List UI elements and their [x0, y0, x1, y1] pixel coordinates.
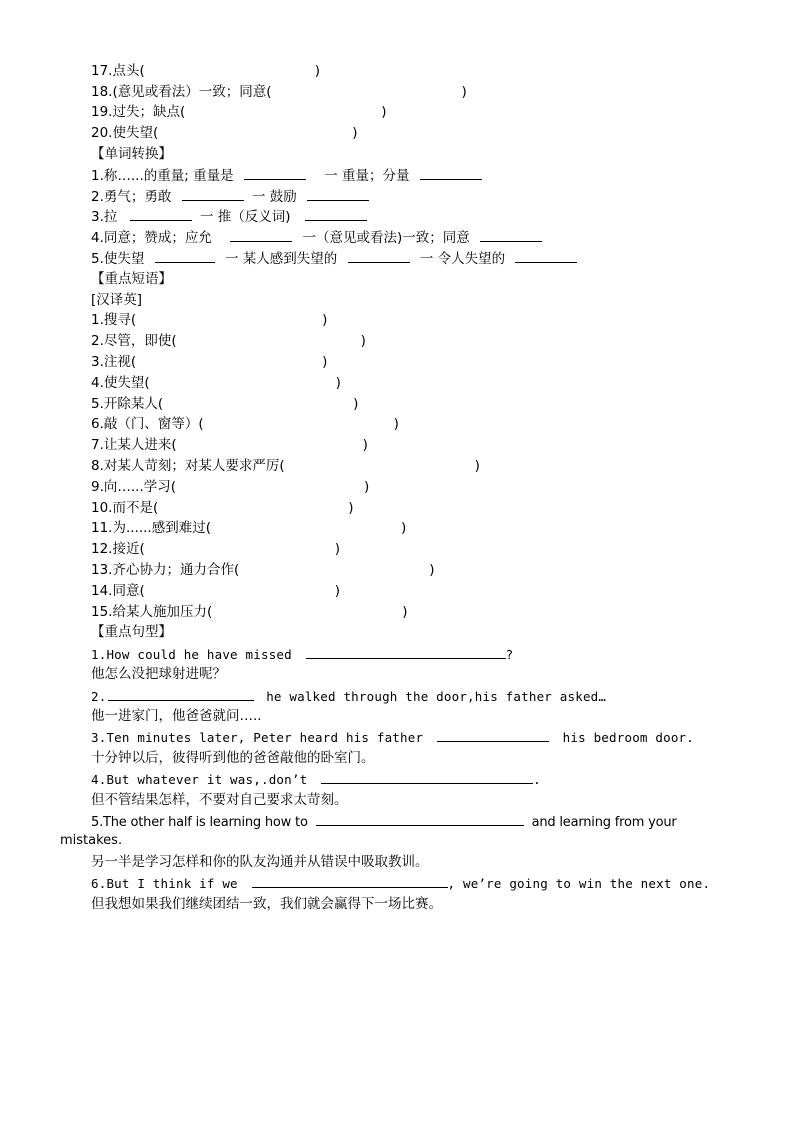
sentence-text: 1.How could he have missed [91, 647, 292, 662]
phrase-item [91, 539, 340, 559]
answer-blank[interactable] [305, 206, 367, 221]
sentence-cn: 但我想如果我们继续团结一致，我们就会赢得下一场比赛。 [91, 896, 442, 912]
sentence-en-continued: mistakes. [60, 833, 123, 848]
answer-blank[interactable] [230, 227, 292, 242]
wt-text: 5.使失望 [91, 251, 145, 267]
word-transform-line [91, 206, 367, 226]
sentence-en [91, 644, 513, 664]
sentence-text: 2. [91, 689, 107, 704]
sentence-en [91, 811, 677, 831]
phrase-item [91, 560, 435, 580]
word-transform-line [91, 165, 482, 185]
answer-blank[interactable] [306, 644, 506, 659]
wt-text: 一 某人感到失望的 [224, 251, 338, 267]
phrase-close: ) [400, 520, 407, 536]
answer-blank[interactable] [420, 165, 482, 180]
sentence-text: , we’re going to win the next one. [447, 876, 711, 891]
wt-text: 3.拉 [91, 209, 118, 225]
phrase-item [91, 352, 327, 372]
sentence-text: 4.But whatever it was,.don’t [91, 772, 308, 787]
answer-blank[interactable] [244, 165, 306, 180]
phrase-item [91, 373, 341, 393]
phrase-text: 14.同意( [91, 583, 145, 599]
phrase-item [91, 581, 340, 601]
phrase-close: ) [335, 375, 341, 391]
sentence-cn: 他一进家门，他爸爸就问….. [91, 708, 262, 724]
phrase-text: 1.搜寻( [91, 312, 137, 328]
vocab-item [91, 61, 320, 81]
section-heading-phrases: 【重点短语】 [91, 271, 172, 287]
sentence-text: 3.Ten minutes later, Peter heard his father [91, 730, 424, 745]
vocab-item-close: ) [381, 104, 387, 120]
sentence-text: ? [505, 647, 514, 662]
vocab-item-text: 17.点头( [91, 63, 145, 79]
word-transform-line [91, 186, 369, 206]
vocab-item-text: 18.(意见或看法）一致；同意( [91, 84, 272, 100]
phrase-text: 11.为......感到难过( [91, 520, 211, 536]
phrase-text: 15.给某人施加压力( [91, 604, 213, 620]
phrase-item [91, 602, 408, 622]
sentence-en [91, 873, 710, 893]
phrase-item [91, 477, 369, 497]
sentence-en [91, 727, 694, 747]
phrase-item [91, 518, 406, 538]
answer-blank[interactable] [348, 248, 410, 263]
phrase-text: 8.对某人苛刻；对某人要求严厉( [91, 458, 285, 474]
sentence-cn: 但不管结果怎样，不要对自己要求太苛刻。 [91, 792, 348, 808]
sentence-cn: 另一半是学习怎样和你的队友沟通并从错误中吸取教训。 [91, 854, 429, 870]
phrase-item [91, 435, 368, 455]
phrase-text: 6.敲（门、窗等）( [91, 416, 204, 432]
sentence-text: and learning from your [531, 815, 677, 830]
vocab-item-text: 20.使失望( [91, 125, 159, 141]
phrase-close: ) [429, 562, 435, 578]
answer-blank[interactable] [316, 811, 524, 826]
answer-blank[interactable] [252, 873, 448, 888]
vocab-item [91, 123, 358, 143]
phrase-text: 10.而不是( [91, 500, 159, 516]
wt-text: 一 鼓励 [251, 189, 297, 205]
phrase-text: 5.开除某人( [91, 396, 164, 412]
wt-text: 一（意见或看法)一致；同意 [302, 230, 470, 246]
wt-text: 一 推（反义词) [199, 209, 291, 225]
wt-text: 一 令人失望的 [419, 251, 506, 267]
sentence-text: . [533, 772, 541, 787]
sentence-text: his bedroom door. [562, 730, 695, 745]
phrase-close: ) [402, 604, 408, 620]
phrase-text: 4.使失望( [91, 375, 150, 391]
vocab-item-close: ) [314, 63, 321, 79]
vocab-item-close: ) [461, 84, 467, 100]
sentence-cn: 他怎么没把球射进呢？ [91, 666, 226, 682]
phrase-item [91, 310, 327, 330]
word-transform-line [91, 227, 542, 247]
phrase-text: 12.接近( [91, 541, 145, 557]
wt-text: 一 重量；分量 [324, 168, 410, 184]
phrase-close: ) [362, 437, 368, 453]
phrase-close: ) [322, 312, 328, 328]
wt-text: 4.同意；赞成；应允 [91, 230, 212, 246]
answer-blank[interactable] [108, 686, 254, 701]
phrase-close: ) [353, 396, 359, 412]
answer-blank[interactable] [307, 186, 369, 201]
section-heading-sentences: 【重点句型】 [91, 624, 172, 640]
wt-text: 1.称…...的重量; 重量是 [91, 168, 234, 184]
phrase-item [91, 394, 358, 414]
vocab-item [91, 82, 467, 102]
phrase-item [91, 414, 399, 434]
answer-blank[interactable] [515, 248, 577, 263]
section-heading-word-transform: 【单词转换】 [91, 146, 172, 162]
answer-blank[interactable] [437, 727, 549, 742]
phrase-text: 3.注视( [91, 354, 137, 370]
phrase-item [91, 456, 480, 476]
phrase-text: 13.齐心协力；通力合作( [91, 562, 240, 578]
phrase-text: 2.尽管，即使( [91, 333, 177, 349]
sentence-text: 5.The other half is learning how to [91, 815, 308, 830]
phrase-close: ) [348, 500, 354, 516]
answer-blank[interactable] [130, 206, 192, 221]
phrase-close: ) [360, 333, 366, 349]
vocab-item [91, 102, 387, 122]
answer-blank[interactable] [321, 769, 533, 784]
answer-blank[interactable] [480, 227, 542, 242]
phrase-close: ) [322, 354, 328, 370]
section-subheading-cn-to-en: [汉译英] [91, 292, 143, 308]
phrase-item [91, 498, 354, 518]
phrase-item [91, 331, 366, 351]
answer-blank[interactable] [155, 248, 215, 263]
sentence-text: 6.But I think if we [91, 876, 238, 891]
vocab-item-text: 19.过失；缺点( [91, 104, 186, 120]
sentence-cn: 十分钟以后，彼得听到他的爸爸敲他的卧室门。 [91, 750, 375, 766]
wt-text: 2.勇气；勇敢 [91, 189, 172, 205]
phrase-close: ) [474, 458, 480, 474]
vocab-item-close: ) [352, 125, 358, 141]
phrase-text: 9.向…...学习( [91, 479, 177, 495]
word-transform-line [91, 248, 577, 268]
phrase-close: ) [334, 541, 341, 557]
sentence-text: he walked through the door,his father asked… [266, 689, 607, 704]
phrase-close: ) [364, 479, 370, 495]
sentence-en [91, 769, 541, 789]
answer-blank[interactable] [182, 186, 244, 201]
phrase-close: ) [334, 583, 341, 599]
phrase-text: 7.让某人进来( [91, 437, 177, 453]
sentence-en [91, 686, 606, 706]
phrase-close: ) [393, 416, 399, 432]
